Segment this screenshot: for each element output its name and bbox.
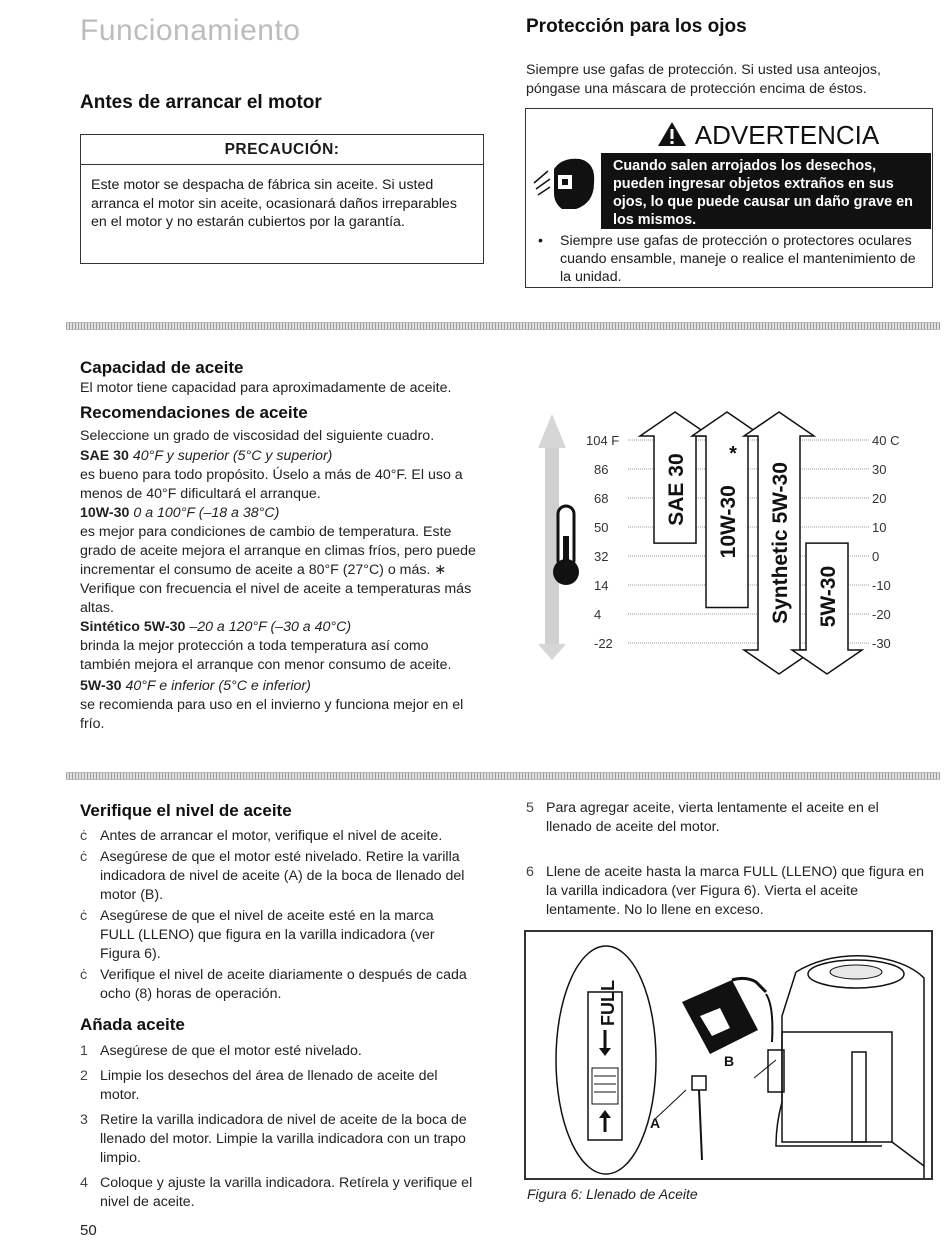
oil-grade-note: *: [729, 443, 737, 465]
add-oil-step: [526, 863, 926, 920]
celsius-tick-label: 0: [872, 549, 880, 564]
celsius-tick-label: 30: [872, 462, 887, 477]
sae30-label: SAE 30: [80, 448, 129, 464]
check-oil-item: [80, 848, 470, 905]
celsius-tick-label: 40 C: [872, 433, 900, 448]
warning-heading: [608, 115, 928, 155]
check-oil-item: [80, 827, 470, 846]
fahrenheit-tick-label: 68: [594, 491, 609, 506]
warning-bullet-text: Siempre use gafas de protección o protectores oculares cuando ensamble, maneje o realice el mantenimiento de la unidad.: [560, 233, 916, 285]
add-oil-step: [80, 1111, 480, 1168]
fahrenheit-tick-label: 4: [594, 607, 602, 622]
step-number: 2: [80, 1068, 88, 1084]
figure-6: [524, 930, 933, 1180]
sae30-text: es bueno para todo propósito. Úselo a más de 40°F. El uso a menos de 40°F dificultará el arranque.: [80, 467, 463, 502]
dipstick-drawing: [654, 1060, 776, 1160]
add-oil-step: [526, 799, 926, 837]
5w30-range: 40°F e inferior (5°C e inferior): [125, 678, 311, 694]
full-mark-label: FULL: [598, 980, 618, 1026]
fahrenheit-tick-label: -22: [594, 636, 613, 651]
step-number: 5: [526, 800, 534, 816]
list-bullet: ċ: [80, 908, 88, 924]
celsius-tick-label: -10: [872, 578, 891, 593]
bullet-mark: •: [538, 233, 543, 249]
fahrenheit-tick-label: 50: [594, 520, 609, 535]
before-start-heading: Antes de arrancar el motor: [80, 92, 322, 113]
section-divider: [66, 322, 940, 330]
oil-recommendations-text: [80, 427, 480, 734]
check-oil-item: [80, 907, 470, 964]
thermometer-icon: [553, 506, 579, 585]
step-number: 3: [80, 1112, 88, 1128]
add-oil-step: [80, 1067, 480, 1105]
step-text: Para agregar aceite, vierta lentamente el aceite en el llenado de aceite del motor.: [546, 800, 879, 835]
step-text: Retire la varilla indicadora de nivel de aceite de la boca de llenado del motor. Limpie la varilla indicadora con un trapo limpio.: [100, 1112, 467, 1166]
eye-protection-heading: Protección para los ojos: [526, 16, 747, 37]
10w30-range: 0 a 100°F (–18 a 38°C): [133, 505, 280, 521]
5w30-line: [80, 677, 480, 696]
oil-grade-arrows: [640, 412, 862, 674]
step-text: Coloque y ajuste la varilla indicadora. Retírela y verifique el nivel de aceite.: [100, 1175, 473, 1210]
fahrenheit-axis: [586, 433, 619, 651]
10w30-label: 10W-30: [80, 505, 130, 521]
warning-bullet: [538, 232, 928, 286]
safety-goggles-icon: [532, 153, 598, 213]
caution-text: Este motor se despacha de fábrica sin aceite. Si usted arranca el motor sin aceite, ocasionará daños irreparables en el motor y no estarán cubiertos por la garantía.: [91, 177, 457, 230]
celsius-tick-label: 20: [872, 491, 887, 506]
section-divider-2: [66, 772, 940, 780]
oil-viscosity-chart: [530, 408, 930, 680]
eye-protection-intro: Siempre use gafas de protección. Si usted usa anteojos, póngase una máscara de protección encima de éstos.: [526, 62, 881, 97]
list-bullet: ċ: [80, 828, 88, 844]
celsius-tick-label: -30: [872, 636, 891, 651]
5w30-text: se recomienda para uso en el invierno y funciona mejor en el frío.: [80, 697, 464, 732]
add-oil-step: [80, 1174, 480, 1212]
add-oil-step: [80, 1042, 480, 1061]
check-oil-item-text: Asegúrese de que el motor esté nivelado. Retire la varilla indicadora de nivel de aceite (A) de la boca de llenado del motor (B).: [100, 849, 465, 903]
fahrenheit-tick-label: 86: [594, 462, 609, 477]
synthetic-label: Sintético 5W-30: [80, 619, 186, 635]
oil-grade-label: Synthetic 5W-30: [769, 462, 792, 624]
add-oil-steps-right: [526, 799, 926, 920]
add-oil-steps-left: [80, 1042, 480, 1212]
step-number: 4: [80, 1175, 88, 1191]
10w30-line: [80, 504, 480, 523]
celsius-tick-label: 10: [872, 520, 887, 535]
list-bullet: ċ: [80, 967, 88, 983]
synthetic-text: brinda la mejor protección a toda temperatura así como también mejora el arranque con menor consumo de aceite.: [80, 638, 452, 673]
celsius-tick-label: -20: [872, 607, 891, 622]
warning-triangle-icon: [657, 121, 687, 147]
engine-drawing: [768, 956, 924, 1178]
5w30-label: 5W-30: [80, 678, 122, 694]
10w30-text: es mejor para condiciones de cambio de temperatura. Este grado de aceite mejora el arranque en climas fríos, pero puede incrementar el consumo de aceite a 80°F (27°C) o más. ∗ Verifique con frecuencia el nivel de aceite a temperaturas más altas.: [80, 524, 476, 616]
dipstick-label-a: A: [650, 1115, 661, 1131]
check-oil-heading: Verifique el nivel de aceite: [80, 801, 292, 820]
figure-caption: Figura 6: Llenado de Aceite: [527, 1186, 698, 1202]
check-oil-item: [80, 966, 470, 1004]
oil-bottle-drawing: [682, 978, 772, 1054]
step-text: Asegúrese de que el motor esté nivelado.: [100, 1043, 362, 1059]
step-text: Limpie los desechos del área de llenado de aceite del motor.: [100, 1068, 438, 1103]
recommendations-intro: Seleccione un grado de viscosidad del siguiente cuadro.: [80, 428, 435, 444]
step-text: Llene de aceite hasta la marca FULL (LLENO) que figura en la varilla indicadora (ver Figura 6). Vierta el aceite lentamente. No lo llene en exceso.: [546, 864, 925, 918]
synthetic-range: –20 a 120°F (–30 a 40°C): [189, 619, 352, 635]
step-number: 1: [80, 1043, 88, 1059]
check-oil-item-text: Asegúrese de que el nivel de aceite esté en la marca FULL (LLENO) que figura en la varilla indicadora (ver Figura 6).: [100, 908, 435, 962]
fahrenheit-tick-label: 32: [594, 549, 609, 564]
oil-capacity-text: El motor tiene capacidad para aproximadamente de aceite.: [80, 380, 452, 396]
page-title: Funcionamiento: [80, 14, 301, 47]
add-oil-heading: Añada aceite: [80, 1015, 185, 1034]
list-bullet: ċ: [80, 849, 88, 865]
oil-recommendations-heading: Recomendaciones de aceite: [80, 403, 308, 422]
warning-title: ADVERTENCIA: [694, 120, 880, 150]
oil-grade-label: 10W-30: [717, 485, 740, 559]
oil-fill-illustration: [526, 932, 931, 1178]
check-oil-item-text: Verifique el nivel de aceite diariamente o después de cada ocho (8) horas de operación.: [100, 967, 467, 1002]
sae30-line: [80, 447, 480, 466]
fahrenheit-tick-label: 104 F: [586, 433, 620, 448]
warning-box: [525, 108, 933, 288]
fahrenheit-tick-label: 14: [594, 578, 609, 593]
oil-capacity-heading: Capacidad de aceite: [80, 358, 244, 377]
oil-grade-label: 5W-30: [817, 565, 840, 628]
caution-box: [80, 134, 484, 264]
sae30-range: 40°F y superior (5°C y superior): [132, 448, 333, 464]
oil-fill-label-b: B: [724, 1053, 735, 1069]
page-number: 50: [80, 1222, 97, 1239]
check-oil-list: [80, 827, 470, 1004]
step-number: 6: [526, 864, 534, 880]
oil-grade-label: SAE 30: [665, 453, 688, 526]
synthetic-line: [80, 618, 480, 637]
check-oil-item-text: Antes de arrancar el motor, verifique el nivel de aceite.: [100, 828, 443, 844]
caution-title: PRECAUCIÓN:: [81, 135, 483, 165]
celsius-axis: [872, 433, 899, 651]
warning-message: Cuando salen arrojados los desechos, pueden ingresar objetos extraños en sus ojos, lo que puede causar un daño grave en los mismos.: [601, 153, 931, 229]
